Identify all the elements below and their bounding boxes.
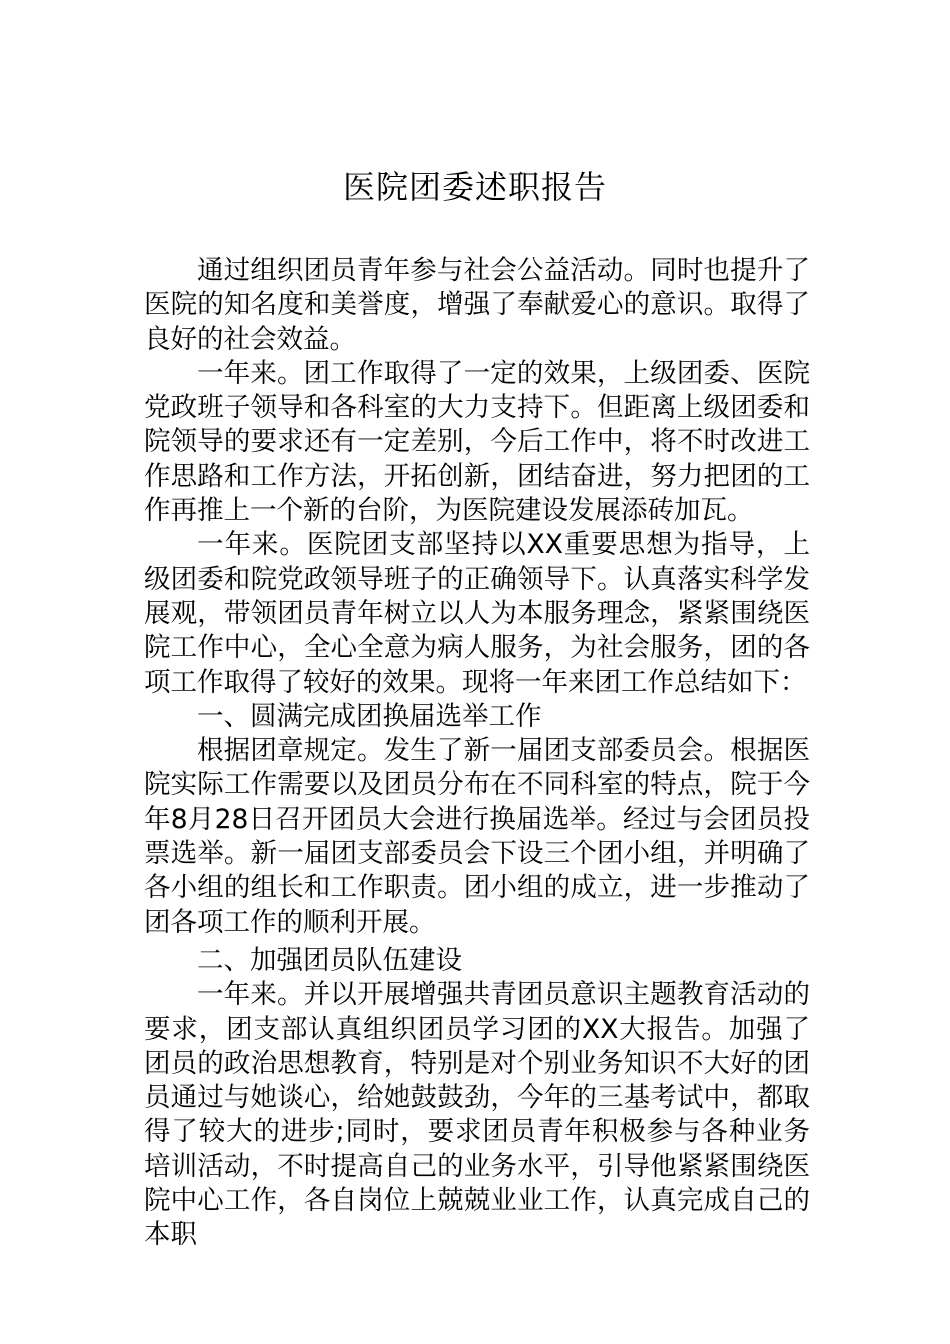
paragraph: 一年来。并以开展增强共青团员意识主题教育活动的要求，团支部认真组织团员学习团的XX大报告。加强了团员的政治思想教育，特别是对个别业务知识不大好的团员通过与她谈心，给她鼓鼓劲，今年的三基考试中，都取得了较大的进步;同时，要求团员青年积极参与各种业务培训活动，不时提高自己的业务水平，引导他紧紧围绕医院中心工作，各自岗位上兢兢业业工作，认真完成自己的本职 xyxy=(144,979,810,1251)
document-title: 医院团委述职报告 xyxy=(342,168,607,206)
paragraph: 通过组织团员青年参与社会公益活动。同时也提升了医院的知名度和美誉度，增强了奉献爱心的意识。取得了良好的社会效益。 xyxy=(144,255,810,355)
document-body xyxy=(144,254,810,1253)
paragraph: 一年来。医院团支部坚持以XX重要思想为指导，上级团委和院党政领导班子的正确领导下。认真落实科学发展观，带领团员青年树立以人为本服务理念，紧紧围绕医院工作中心，全心全意为病人服务，为社会服务，团的各项工作取得了较好的效果。现将一年来团工作总结如下： xyxy=(144,529,810,698)
section-heading: 二、加强团员队伍建设 xyxy=(197,944,462,976)
paragraph: 根据团章规定。发生了新一届团支部委员会。根据医院实际工作需要以及团员分布在不同科室的特点，院于今年8月28日召开团员大会进行换届选举。经过与会团员投票选举。新一届团支部委员会下设三个团小组，并明确了各小组的组长和工作职责。团小组的成立，进一步推动了团各项工作的顺利开展。 xyxy=(144,735,810,938)
section-heading: 一、圆满完成团换届选举工作 xyxy=(197,700,542,732)
paragraph: 一年来。团工作取得了一定的效果，上级团委、医院党政班子领导和各科室的大力支持下。但距离上级团委和院领导的要求还有一定差别，今后工作中，将不时改进工作思路和工作方法，开拓创新，团结奋进，努力把团的工作再推上一个新的台阶，为医院建设发展添砖加瓦。 xyxy=(144,357,810,527)
